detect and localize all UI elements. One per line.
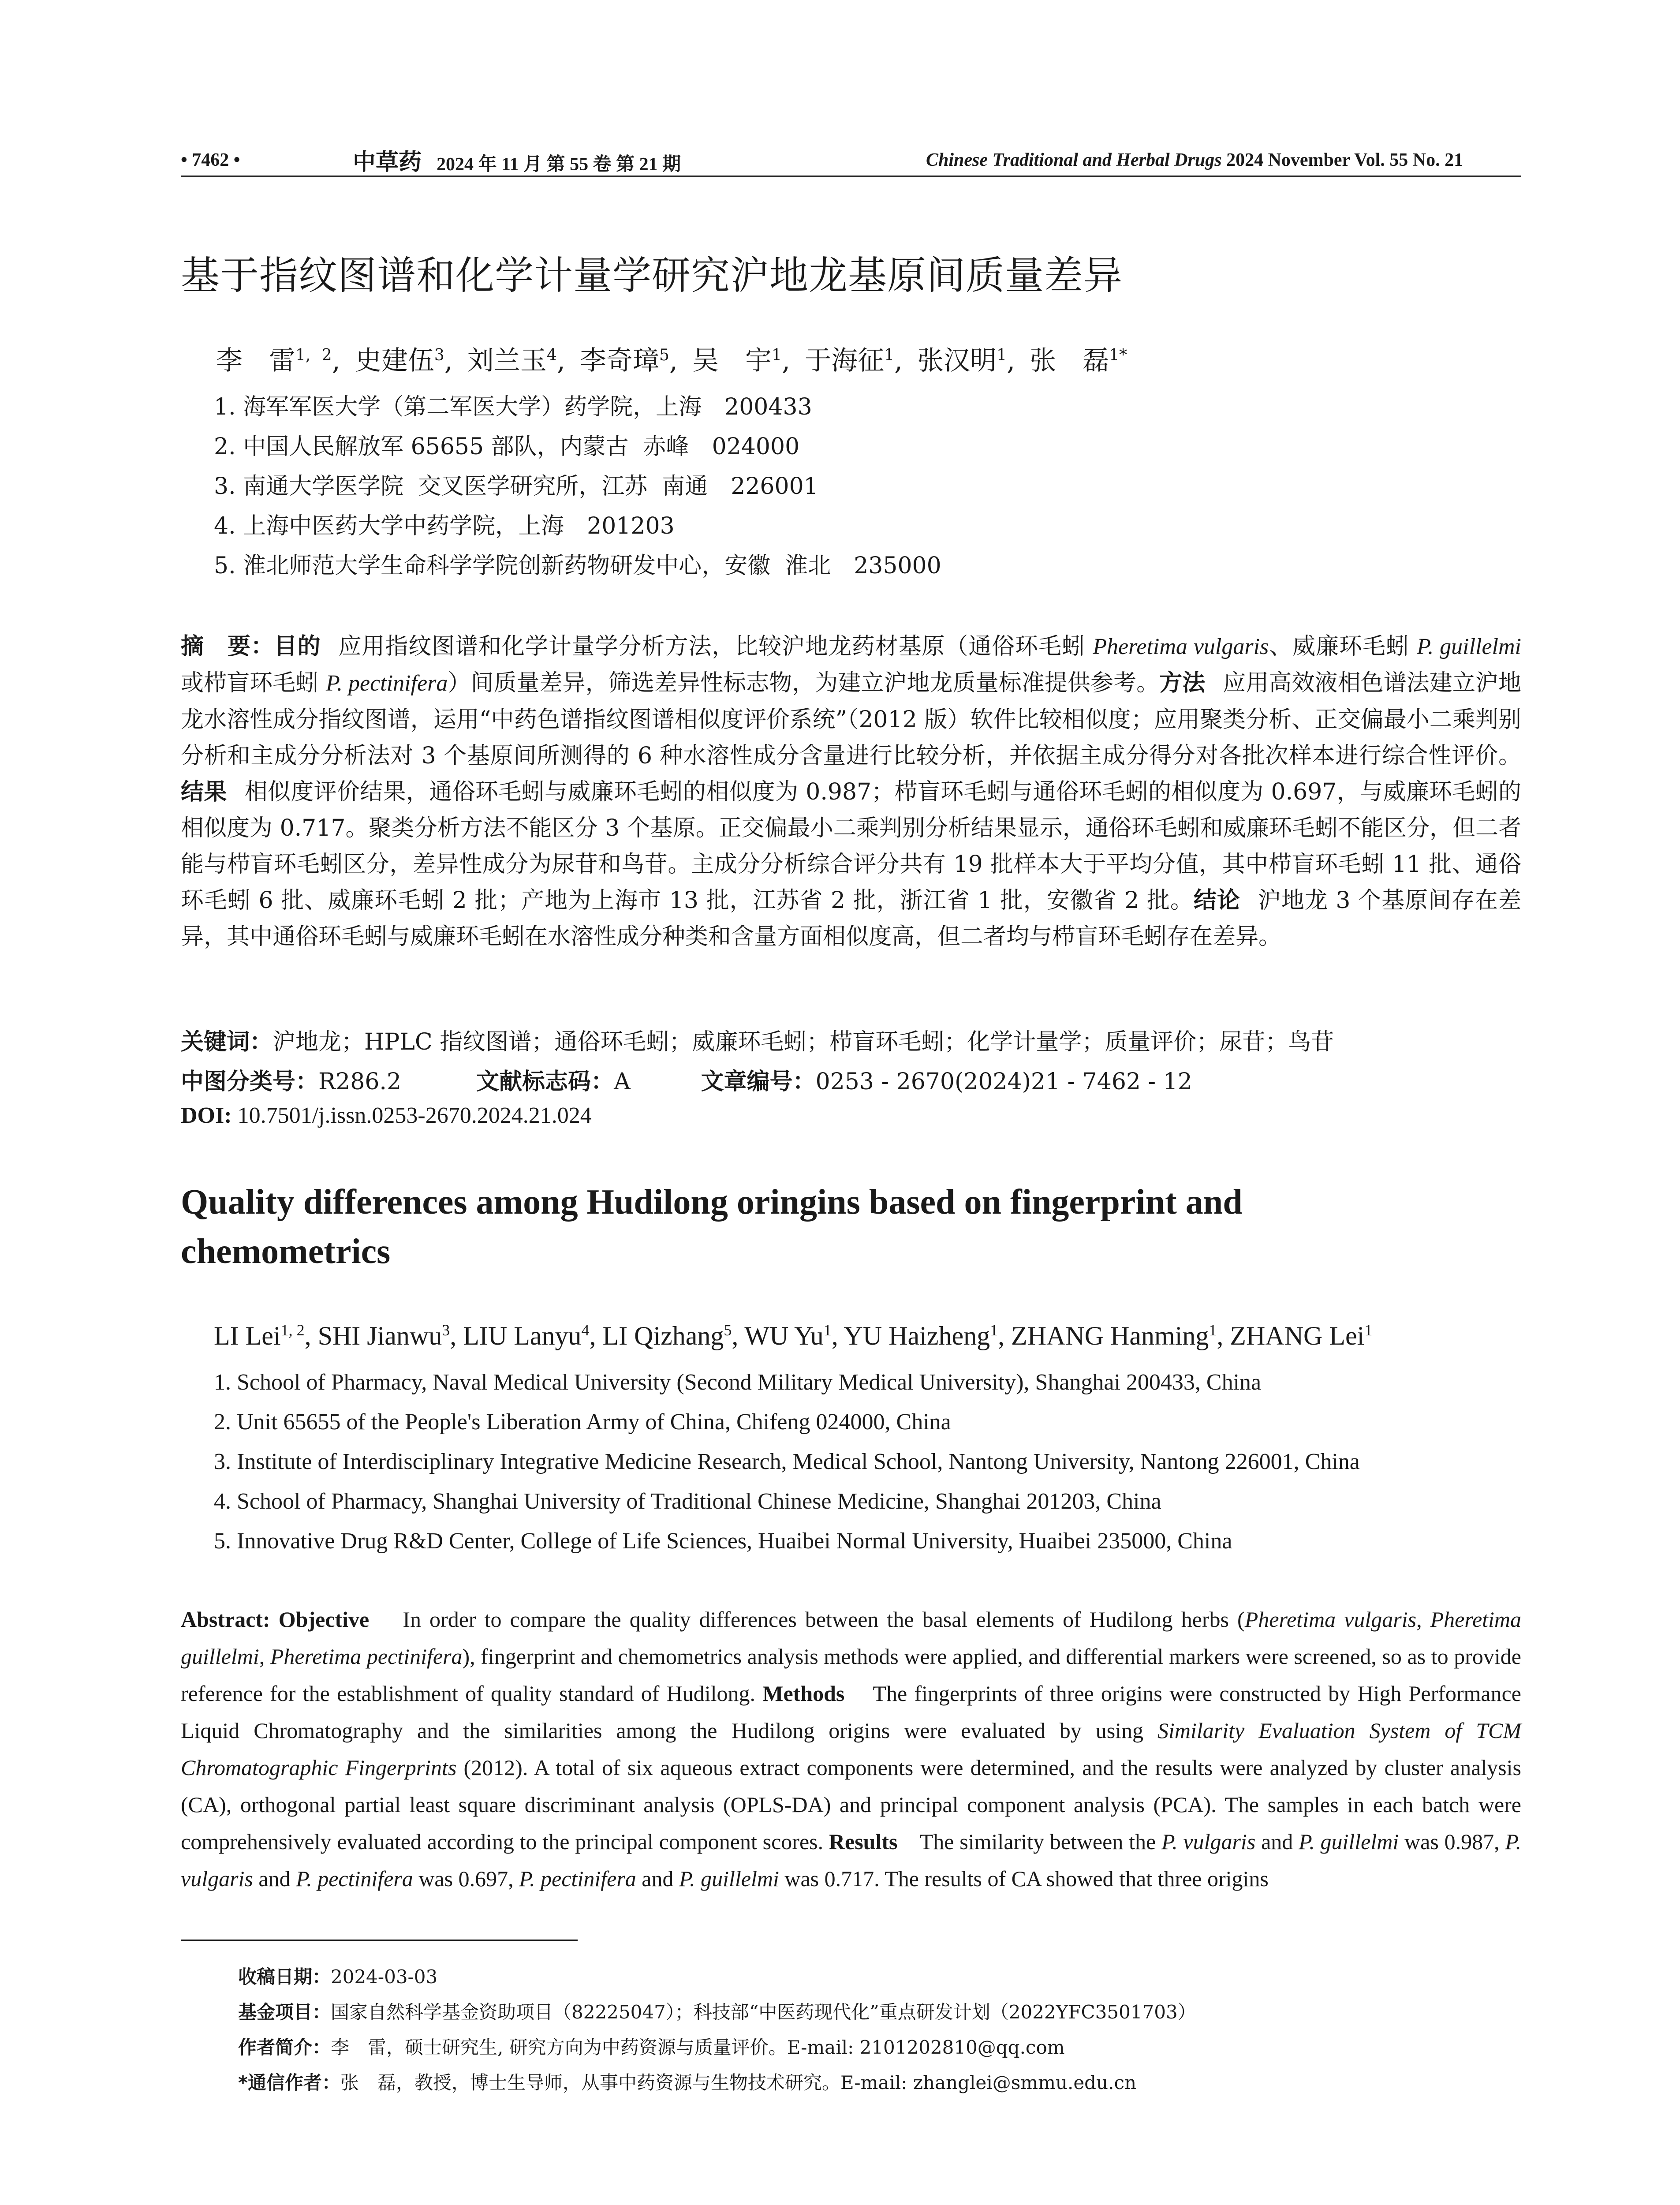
author: ZHANG Hanming: [1011, 1321, 1209, 1350]
results-text: and: [636, 1866, 679, 1891]
footnote-author-bio: [238, 2033, 1517, 2059]
species-name: Pheretima vulgaris: [1093, 634, 1269, 659]
classification-line: [181, 1063, 1521, 1096]
author: 刘兰玉: [467, 345, 547, 376]
article-no-value: 0253 - 2670(2024)21 - 7462 - 12: [815, 1069, 1192, 1095]
conclusion-text: 沪地龙 3 个基原间存在差异，其中通俗环毛蚓与威廉环毛蚓在水溶性成分种类和含量方面相似度高，但二者均与栉盲环毛蚓存在差异。: [181, 887, 1521, 950]
journal-name-en: [926, 149, 1463, 171]
objective-text: ）间质量差异，筛选差异性标志物，为建立沪地龙质量标准提供参考。: [448, 670, 1160, 696]
header-rule: [181, 176, 1521, 177]
objective-label: 目的: [274, 633, 321, 660]
results-text: The similarity between the: [919, 1829, 1161, 1854]
species-name: P. vulgaris: [1161, 1829, 1256, 1854]
author: LI Lei: [214, 1321, 281, 1350]
footnote-text: 张 磊，教授，博士生导师，从事中药资源与生物技术研究。E-mail: zhanglei@smmu.edu.cn: [340, 2072, 1137, 2093]
author: ZHANG Lei: [1230, 1321, 1365, 1350]
affiliation-cn: 2. 中国人民解放军 65655 部队，内蒙古 赤峰 024000: [214, 434, 800, 460]
affiliation-en: 1. School of Pharmacy, Naval Medical University (Second Military Medical University), Shanghai 200433, China: [214, 1370, 1262, 1395]
doi-label: DOI:: [181, 1103, 232, 1128]
affiliation-en: 4. School of Pharmacy, Shanghai University of Traditional Chinese Medicine, Shanghai 201203, China: [214, 1489, 1161, 1514]
author-aff: 5: [724, 1321, 732, 1339]
author-aff: 3: [442, 1321, 450, 1339]
author-aff: 1, 2: [280, 1321, 305, 1339]
separator: ,: [1416, 1607, 1430, 1632]
methods-text: 应用高效液相色谱法建立沪地龙水溶性成分指纹图谱，运用“中药色谱指纹图谱相似度评价系统”（2012 版）软件比较相似度；应用聚类分析、正交偏最小二乘判别分析和主成分分析法对 3 个基原间所测得的 6 种水溶性成分含量进行比较分析，并依据主成分得分对各批次样本进行综合性评价。: [181, 670, 1521, 769]
author: 李奇璋: [579, 345, 659, 376]
author: 吴 宇: [692, 345, 772, 376]
species-name: P. pectinifera: [519, 1866, 636, 1891]
clc-label: 中图分类号：: [181, 1069, 319, 1095]
keywords-cn: [181, 1023, 1521, 1056]
author-aff: 1: [990, 1321, 998, 1339]
abstract-label: 摘 要：: [181, 633, 274, 660]
authors-en: LI Lei$^{1, 2}$, SHI Jianwu$^3$, LIU Lanyu$^4$, LI Qizhang$^5$, WU Yu$^1$, YU Haizheng$^1$, ZHANG Hanming$^1$, ZHANG Lei$^1$: [214, 1321, 1373, 1350]
objective-text: ), fingerprint and chemometrics analysis methods were applied, and differential markers were screened, so as to provide reference for the establishment of quality standard of Hudilong.: [181, 1644, 1522, 1706]
results-text: and: [253, 1866, 296, 1891]
species-name: P. guillelmi: [1417, 634, 1522, 659]
journal-title-en: Chinese Traditional and Herbal Drugs: [926, 150, 1222, 170]
author-aff: 1: [1209, 1321, 1217, 1339]
author: 张汉明: [917, 345, 997, 376]
footnote-funding: [238, 1998, 1517, 2024]
abstract-en: [181, 1601, 1521, 1897]
results-text: was 0.697,: [413, 1866, 519, 1891]
footnote-text: 国家自然科学基金资助项目（82225047）；科技部“中医药现代化”重点研发计划（2022YFC3501703）: [331, 2001, 1196, 2023]
footnote-text: 李 雷，硕士研究生, 研究方向为中药资源与质量评价。E-mail: 2101202810@qq.com: [331, 2037, 1065, 2058]
results-text: 相似度评价结果，通俗环毛蚓与威廉环毛蚓的相似度为 0.987；栉盲环毛蚓与通俗环毛蚓的相似度为 0.697，与威廉环毛蚓的相似度为 0.717。聚类分析方法不能区分 3 个基原。正交偏最小二乘判别分析结果显示，通俗环毛蚓和威廉环毛蚓不能区分，但二者能与栉盲环毛蚓区分，差异性成分为尿苷和鸟苷。主成分分析综合评分共有 19 批样本大于平均分值，其中栉盲环毛蚓 11 批、通俗环毛蚓 6 批、威廉环毛蚓 2 批；产地为上海市 13 批，江苏省 2 批，浙江省 1 批，安徽省 2 批。: [181, 779, 1521, 914]
methods-text: The fingerprints of three origins were constructed by High Performance Liquid Chromatography and the similarities among the Hudilong origins were evaluated by using: [181, 1681, 1522, 1743]
author: YU Haizheng: [844, 1321, 990, 1350]
clc-value: R286.2: [318, 1069, 402, 1095]
objective-text: In order to compare the quality differences between the basal elements of Hudilong herbs (: [403, 1607, 1245, 1632]
keywords-text: 沪地龙；HPLC 指纹图谱；通俗环毛蚓；威廉环毛蚓；栉盲环毛蚓；化学计量学；质量评价；尿苷；鸟苷: [273, 1029, 1334, 1055]
article-no-label: 文章编号：: [701, 1069, 816, 1095]
affiliation-en: 5. Innovative Drug R&D Center, College of Life Sciences, Huaibei Normal University, Huaibei 235000, China: [214, 1529, 1232, 1554]
author: 张 磊: [1030, 345, 1109, 376]
author-aff: 4: [546, 346, 557, 364]
author-aff: 3: [434, 346, 444, 364]
footnote-text: 2024-03-03: [331, 1966, 438, 1988]
separator: ,: [259, 1644, 270, 1669]
objective-text: 或栉盲环毛蚓: [181, 670, 326, 696]
footnote-corresponding: [238, 2068, 1517, 2095]
results-label: Results: [829, 1829, 898, 1854]
software-name: Similarity Evaluation System of TCM Chromatographic Fingerprints: [181, 1718, 1521, 1780]
results-text: was 0.717. The results of CA showed that three origins: [779, 1866, 1269, 1891]
species-name: P. pectinifera: [325, 671, 448, 696]
title-en: [181, 1177, 1504, 1276]
page-number: • 7462 •: [181, 150, 240, 170]
doi-line: [181, 1102, 1521, 1129]
species-name: Pheretima pectinifera: [270, 1644, 463, 1669]
results-label: 结果: [181, 779, 227, 805]
author: 史建伍: [355, 345, 434, 376]
footnote-label: 作者简介：: [238, 2037, 331, 2058]
affiliation-cn: 3. 南通大学医学院 交叉医学研究所，江苏 南通 226001: [214, 473, 818, 500]
author: SHI Jianwu: [317, 1321, 442, 1350]
issue-cn: 2024 年 11 月 第 55 卷 第 21 期: [437, 154, 681, 175]
methods-label: 方法: [1159, 670, 1206, 696]
author-aff: 1: [772, 346, 782, 364]
doi-value: 10.7501/j.issn.0253-2670.2024.21.024: [237, 1103, 592, 1128]
results-text: and: [1255, 1829, 1299, 1854]
affiliation-en: 2. Unit 65655 of the People's Liberation Army of China, Chifeng 024000, China: [214, 1409, 951, 1435]
author: LIU Lanyu: [463, 1321, 582, 1350]
footnote-received: [238, 1962, 1517, 1989]
species-name: Pheretima vulgaris: [1244, 1607, 1417, 1632]
species-name: P. guillelmi: [679, 1866, 779, 1891]
author-aff: 1: [1364, 1321, 1373, 1339]
issue-en: 2024 November Vol. 55 No. 21: [1226, 150, 1463, 170]
authors-cn: 李 雷$^{1, 2}$, 史建伍$^3$, 刘兰玉$^4$, 李奇璋$^5$, 吴 宇$^1$, 于海征$^1$, 张汉明$^1$, 张 磊$^{1*}$: [216, 345, 1127, 376]
author: 李 雷: [216, 345, 295, 376]
affiliation-cn: 1. 海军军医大学（第二军医大学）药学院，上海 200433: [214, 394, 812, 420]
author-aff: 1: [884, 346, 895, 364]
affiliation-cn: 4. 上海中医药大学中药学院，上海 201203: [214, 513, 675, 539]
methods-text: (2012). A total of six aqueous extract components were determined, and the results were analyzed by cluster analysis (CA), orthogonal partial least square discriminant analysis (OPLS-DA) and principal component analysis (PCA). The samples in each batch were comprehensively evaluated according to the principal component scores.: [181, 1755, 1521, 1854]
doc-code-label: 文献标志码：: [476, 1069, 614, 1095]
author: 于海征: [805, 345, 885, 376]
journal-name-cn: 中草药: [353, 149, 422, 176]
author-aff: 1*: [1109, 346, 1127, 364]
affiliation-en: 3. Institute of Interdisciplinary Integrative Medicine Research, Medical School, Nantong University, Nantong 226001, China: [214, 1449, 1360, 1474]
title-en-line: Quality differences among Hudilong oringins based on fingerprint and: [181, 1183, 1243, 1222]
affiliation-cn: 5. 淮北师范大学生命科学学院创新药物研发中心，安徽 淮北 235000: [214, 553, 941, 579]
author-aff: 4: [581, 1321, 590, 1339]
abstract-objective-label: Abstract: Objective: [181, 1607, 370, 1632]
running-header: [181, 143, 1521, 179]
author: LI Qizhang: [602, 1321, 724, 1350]
title-en-line: chemometrics: [181, 1232, 391, 1271]
methods-label: Methods: [762, 1681, 845, 1706]
species-name: P. pectinifera: [296, 1866, 413, 1891]
footnote-label: 收稿日期：: [238, 1966, 331, 1988]
objective-text: 应用指纹图谱和化学计量学分析方法，比较沪地龙药材基原（通俗环毛蚓: [338, 633, 1093, 660]
author-aff: 1: [823, 1321, 832, 1339]
footnote-label: *通信作者：: [238, 2072, 340, 2093]
keywords-label: 关键词：: [181, 1029, 273, 1055]
doc-code-value: A: [614, 1069, 631, 1095]
objective-text: 、威廉环毛蚓: [1269, 633, 1417, 660]
species-name: P. vulgaris: [181, 1829, 1522, 1891]
species-name: Pheretima guillelmi: [181, 1607, 1522, 1669]
conclusion-label: 结论: [1193, 887, 1240, 914]
species-name: P. guillelmi: [1299, 1829, 1399, 1854]
author: WU Yu: [744, 1321, 824, 1350]
abstract-cn: [181, 628, 1521, 955]
title-cn: 基于指纹图谱和化学计量学研究沪地龙基原间质量差异: [181, 253, 1123, 298]
author-aff: 5: [659, 346, 669, 364]
author-aff: 1, 2: [295, 346, 332, 364]
footnote-rule: [181, 1940, 578, 1941]
results-text: was 0.987,: [1399, 1829, 1505, 1854]
author-aff: 1: [997, 346, 1007, 364]
footnote-label: 基金项目：: [238, 2001, 331, 2023]
